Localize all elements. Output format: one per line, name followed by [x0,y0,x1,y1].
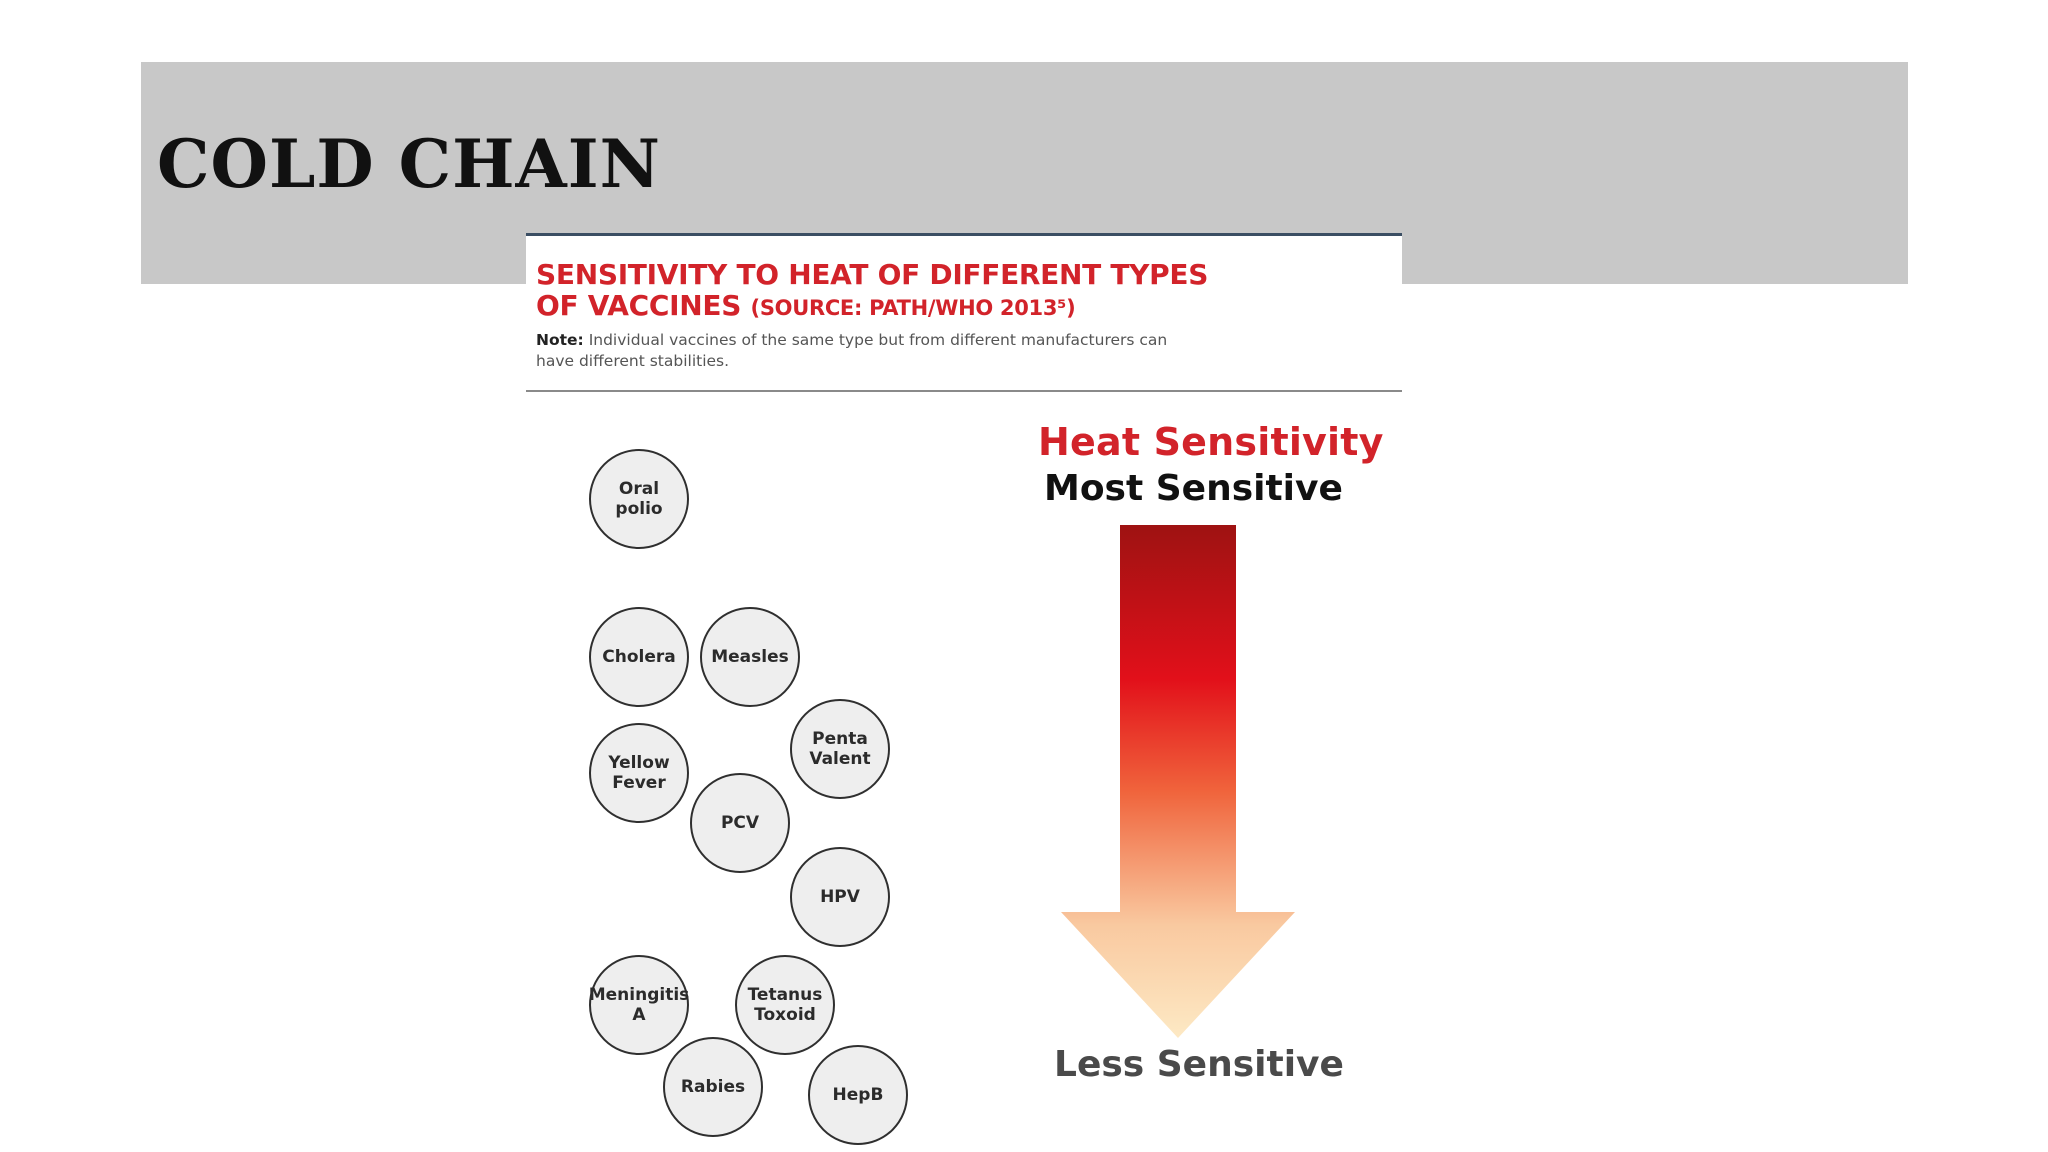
most-sensitive-label: Most Sensitive [1044,468,1343,509]
vaccine-bubble-pcv: PCV [690,773,790,873]
vaccine-bubble-rabies: Rabies [663,1037,763,1137]
heading-line-2: OF VACCINES [536,289,742,322]
top-rule [526,233,1402,236]
vaccine-bubble-meningitis-a: Meningitis A [589,955,689,1055]
heat-sensitivity-title: Heat Sensitivity [1038,420,1384,464]
heading-line-1: SENSITIVITY TO HEAT OF DIFFERENT TYPES [536,258,1209,291]
vaccine-bubble-cholera: Cholera [589,607,689,707]
slide-title: COLD CHAIN [157,125,661,203]
vaccine-bubble-yellow-fever: Yellow Fever [589,723,689,823]
header-divider [526,390,1402,392]
vaccine-bubble-penta-valent: Penta Valent [790,699,890,799]
arrow-shape [1061,525,1295,1038]
note-text: Individual vaccines of the same type but from different manufacturers can have different stabilities. [536,331,1168,370]
heat-gradient-arrow [1058,525,1298,1045]
vaccine-bubble-oral-polio: Oral polio [589,449,689,549]
vaccine-bubble-hepb: HepB [808,1045,908,1145]
heading-source: (SOURCE: PATH/WHO 2013⁵) [750,296,1076,320]
vaccine-bubble-hpv: HPV [790,847,890,947]
vaccine-bubble-tetanus-toxoid: Tetanus Toxoid [735,955,835,1055]
vaccine-bubble-measles: Measles [700,607,800,707]
note-label: Note: [536,331,584,349]
figure-heading [536,259,1336,324]
figure-note [536,330,1176,372]
less-sensitive-label: Less Sensitive [1054,1044,1344,1085]
